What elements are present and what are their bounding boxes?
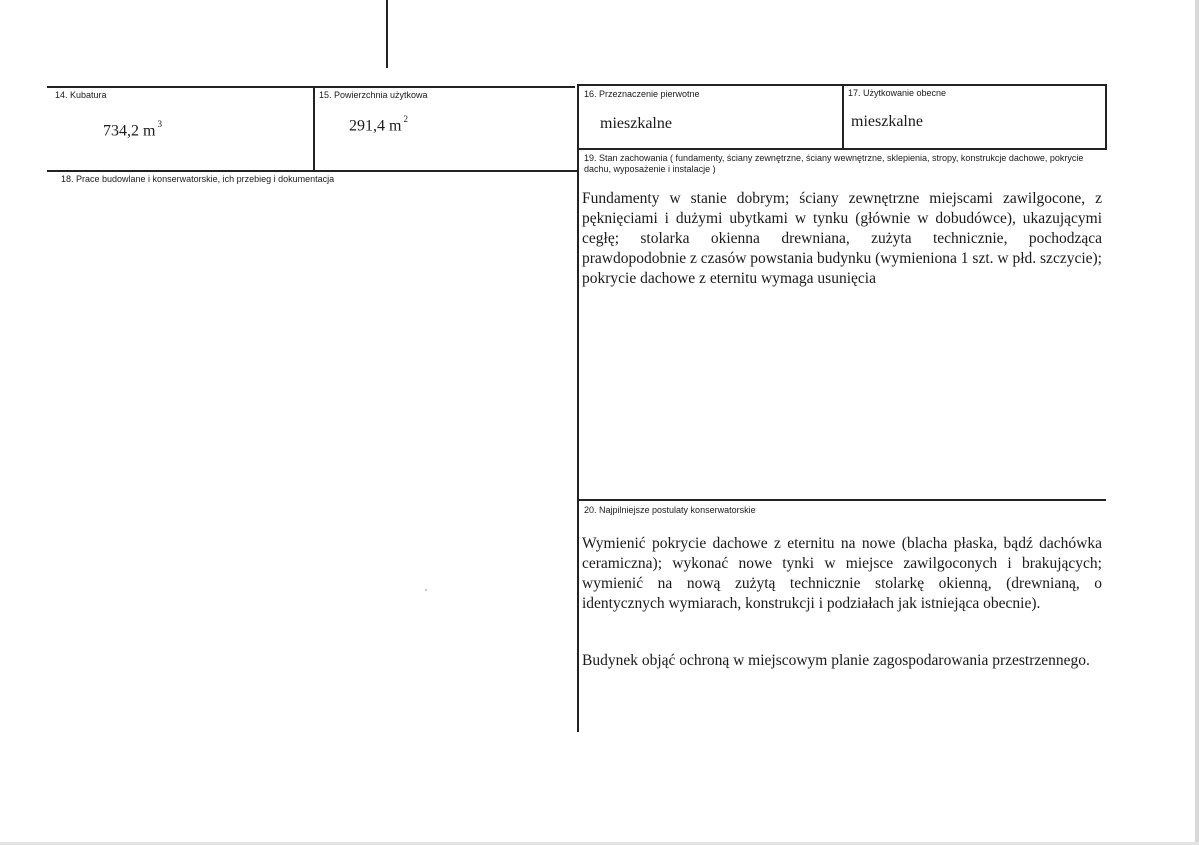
kubatura-number: 734,2 m [103, 122, 156, 140]
rule-under-16-17 [578, 148, 1106, 150]
przeznaczenie-value: mieszkalne [600, 115, 672, 132]
uzytkowanie-label: 17. Użytkowanie obecne [848, 88, 947, 98]
prace-label: 18. Prace budowlane i konserwatorskie, ich przebieg i dokumentacja [61, 174, 335, 184]
rule-above-20 [578, 499, 1106, 501]
stan-label: 19. Stan zachowania ( fundamenty, ściany zewnętrzne, ściany wewnętrzne, sklepienia, stropy, konstrukcje dachowe, pokrycie dachu, wyposażenie i instalacje ) [584, 153, 1084, 174]
divider-14-15 [313, 86, 315, 171]
page-edge [1195, 0, 1199, 845]
kubatura-value [103, 121, 162, 140]
przeznaczenie-label: 16. Przeznaczenie pierwotne [584, 89, 700, 99]
kubatura-unit-exponent: 3 [157, 119, 162, 129]
top-vertical-rule [386, 0, 388, 68]
postulaty-paragraph-1: Wymienić pokrycie dachowe z eternitu na nowe (blacha płaska, bądź dachówka ceramiczna); wykonać nowe tynki w miejsce zawilgoconych i brakujących; wymienić na nową zużytą technicznie stolarkę okienną, (drewnianą, o identycznych wymiarach, konstrukcji i podziałach jak istniejąca obecnie). [582, 535, 1102, 612]
divider-16-17 [842, 84, 844, 148]
powierzchnia-label: 15. Powierzchnia użytkowa [319, 90, 428, 100]
scan-speck [425, 589, 427, 591]
right-vertical-rule [1105, 84, 1107, 150]
left-top-rule [47, 86, 575, 88]
powierzchnia-number: 291,4 m [349, 117, 402, 135]
powierzchnia-unit-exponent: 2 [403, 114, 408, 124]
postulaty-paragraph-2: Budynek objąć ochroną w miejscowym planie zagospodarowania przestrzennego. [582, 652, 1090, 669]
rule-under-14-15 [47, 170, 578, 172]
kubatura-label: 14. Kubatura [55, 90, 107, 100]
center-vertical-rule [577, 84, 579, 732]
uzytkowanie-value: mieszkalne [851, 113, 923, 130]
stan-text: Fundamenty w stanie dobrym; ściany zewnętrzne miejscami zawilgocone, z pęknięciami i dużymi ubytkami w tynku (głównie w dobudówce), ukazującymi cegłę; stolarka okienna drewniana, zużyta technicznie, pochodząca prawdopodobnie z czasów powstania budynku (wymieniona 1 szt. w płd. szczycie); pokrycie dachowe z eternitu wymaga usunięcia [582, 190, 1102, 287]
postulaty-label: 20. Najpilniejsze postulaty konserwatorskie [584, 505, 756, 515]
powierzchnia-value [349, 116, 408, 135]
